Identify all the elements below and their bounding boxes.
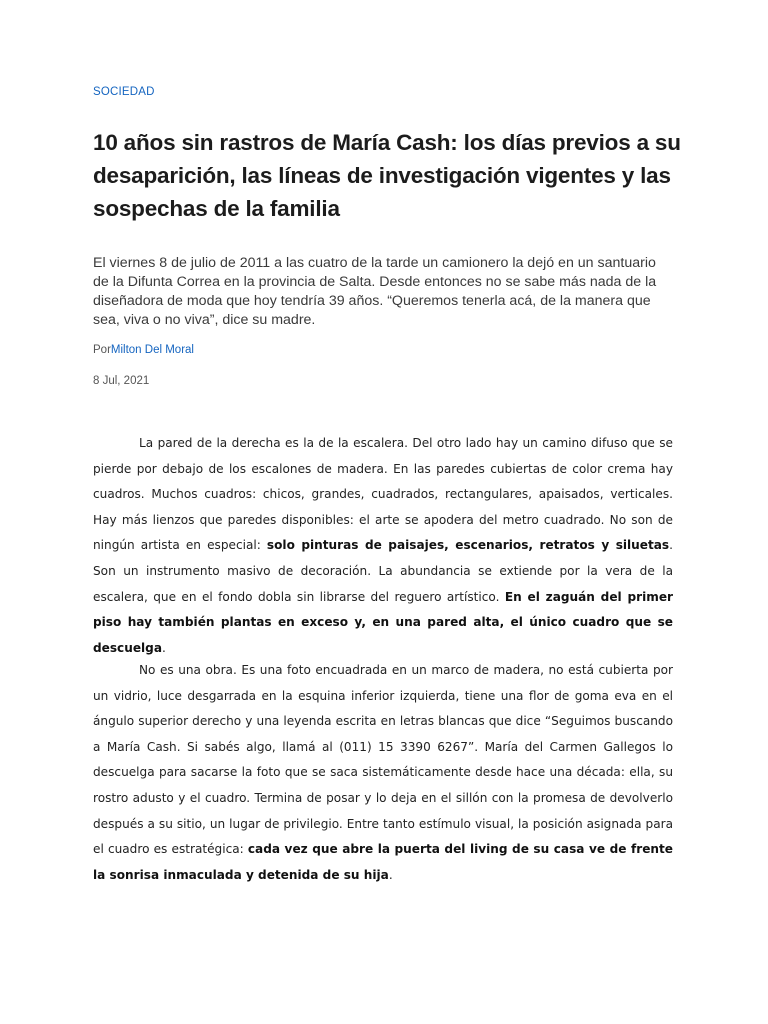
paragraph-2-text-b: . [388, 867, 393, 882]
byline-prefix: Por [93, 344, 111, 356]
paragraph-1-bold-a: solo pinturas de paisajes, escenarios, retratos y siluetas [266, 538, 670, 553]
paragraph-1-text-a: La pared de la derecha es la de la escalera. Del otro lado hay un camino difuso que se pierde por debajo de los escalones de madera. En las paredes cubiertas de color crema hay cuadros. Muchos cuadros: chicos, grandes, cuadrados, rectangulares, apaisados, verticales. Hay más lienzos que paredes disponibles: el arte se apodera del metro cuadrado. No son de ningún artista en especial: [93, 436, 673, 553]
paragraph-1-text-b: . Son un instrumento masivo de decoración. La abundancia se extiende por la vera de la escalera, que en el fondo dobla sin librarse del reguero artístico. [93, 538, 673, 604]
category-link[interactable]: SOCIEDAD [93, 86, 155, 98]
paragraph-1-text-c: . [162, 640, 166, 655]
body-paragraph-1 [93, 431, 673, 661]
author-link[interactable]: Milton Del Moral [110, 344, 194, 356]
byline [93, 344, 194, 356]
paragraph-1-bold-b: En el zaguán del primer piso hay también plantas en exceso y, en una pared alta, el único cuadro que se descuelga [93, 589, 674, 655]
article-headline: 10 años sin rastros de María Cash: los días previos a su desaparición, las líneas de investigación vigentes y las sospechas de la familia [93, 130, 681, 221]
paragraph-2-text-a: No es una obra. Es una foto encuadrada en un marco de madera, no está cubierta por un vidrio, luce desgarrada en la esquina inferior izquierda, tiene una flor de goma eva en el ángulo superior derecho y una leyenda escrita en letras blancas que dice “Seguimos buscando a María Cash. Si sabés algo, llamá al (011) 15 3390 6267”. María del Carmen Gallegos lo descuelga para sacarse la foto que se saca sistemáticamente desde hace una década: ella, su rostro adusto y el cuadro. Termina de posar y lo deja en el sillón con la promesa de devolverlo después a su sitio, un lugar de privilegio. Entre tanto estímulo visual, la posición asignada para el cuadro es estratégica: [93, 663, 673, 857]
publish-date: 8 Jul, 2021 [93, 375, 150, 387]
body-paragraph-2 [93, 658, 673, 888]
paragraph-2-bold-a: cada vez que abre la puerta del living de su casa ve de frente la sonrisa inmaculada y detenida de su hija [93, 842, 673, 882]
article-summary: El viernes 8 de julio de 2011 a las cuatro de la tarde un camionero la dejó en un santuario de la Difunta Correa en la provincia de Salta. Desde entonces no se sabe más nada de la diseñadora de moda que hoy tendría 39 años. “Queremos tenerla acá, de la manera que sea, viva o no viva”, dice su madre. [93, 255, 657, 328]
